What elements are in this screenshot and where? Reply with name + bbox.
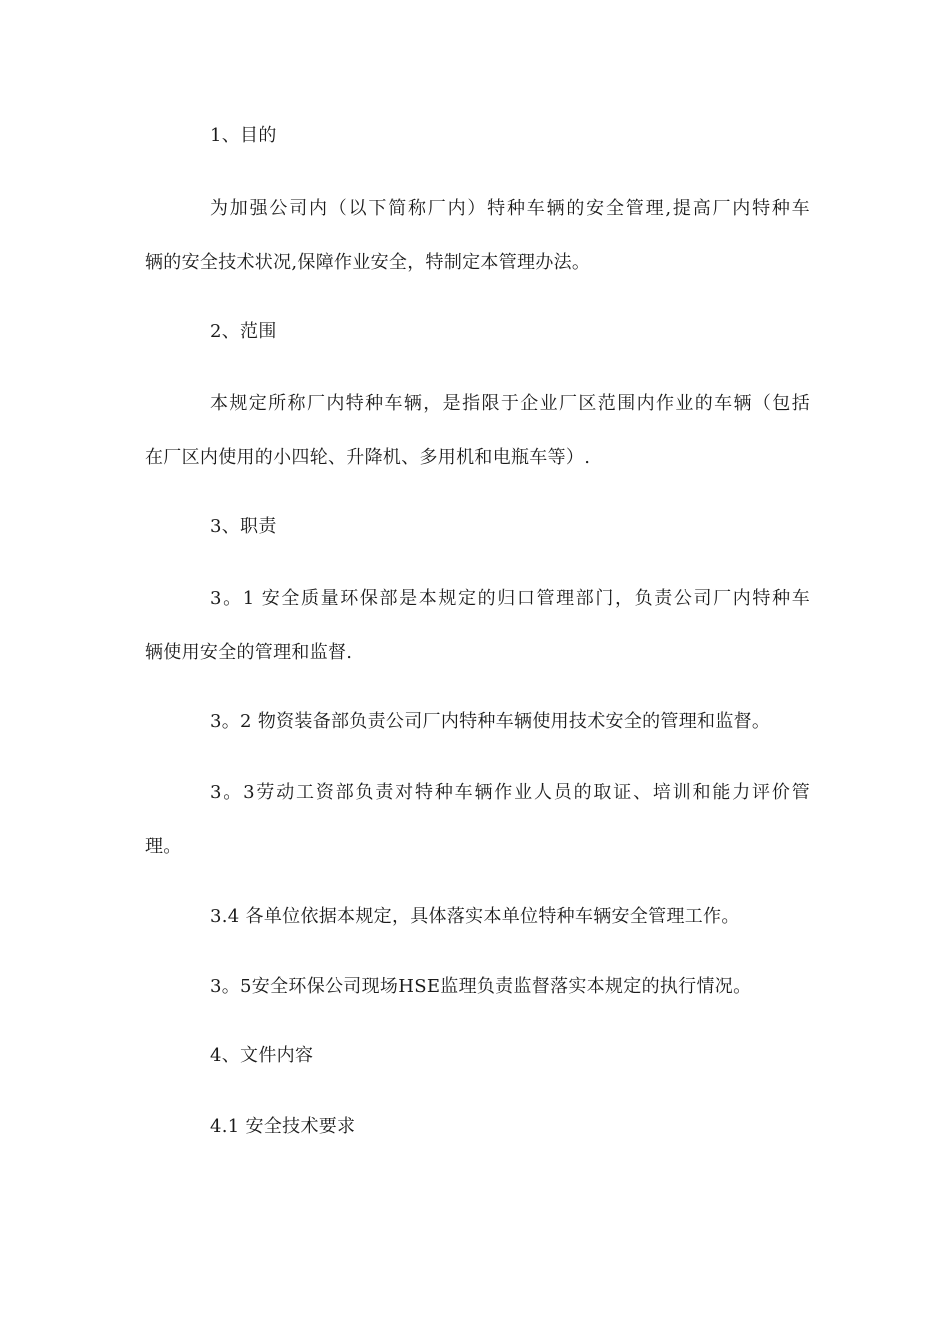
section-1-paragraph-line-1: 为加强公司内（以下简称厂内）特种车辆的安全管理,提高厂内特种车 [210,198,810,219]
section-3-heading: 3、职责 [210,516,277,537]
section-3-3-line-2: 理。 [145,836,182,857]
section-2-paragraph-line-2: 在厂区内使用的小四轮、升降机、多用机和电瓶车等）. [145,447,591,468]
section-2-paragraph-line-1: 本规定所称厂内特种车辆，是指限于企业厂区范围内作业的车辆（包括 [210,393,810,414]
section-1-heading: 1、目的 [210,125,277,146]
section-1-paragraph-line-2: 辆的安全技术状况,保障作业安全，特制定本管理办法。 [145,252,591,273]
section-2-heading: 2、范围 [210,321,277,342]
section-3-3-line-1: 3。3劳动工资部负责对特种车辆作业人员的取证、培训和能力评价管 [210,782,810,803]
section-3-5: 3。5安全环保公司现场HSE监理负责监督落实本规定的执行情况。 [210,976,752,997]
section-3-4: 3.4 各单位依据本规定，具体落实本单位特种车辆安全管理工作。 [210,906,740,927]
section-4-heading: 4、文件内容 [210,1045,314,1066]
section-4-1-heading: 4.1 安全技术要求 [210,1116,356,1137]
section-3-1-line-2: 辆使用安全的管理和监督. [145,642,353,663]
section-3-2: 3。2 物资装备部负责公司厂内特种车辆使用技术安全的管理和监督。 [210,711,771,732]
section-3-1-line-1: 3。1 安全质量环保部是本规定的归口管理部门，负责公司厂内特种车 [210,588,810,609]
